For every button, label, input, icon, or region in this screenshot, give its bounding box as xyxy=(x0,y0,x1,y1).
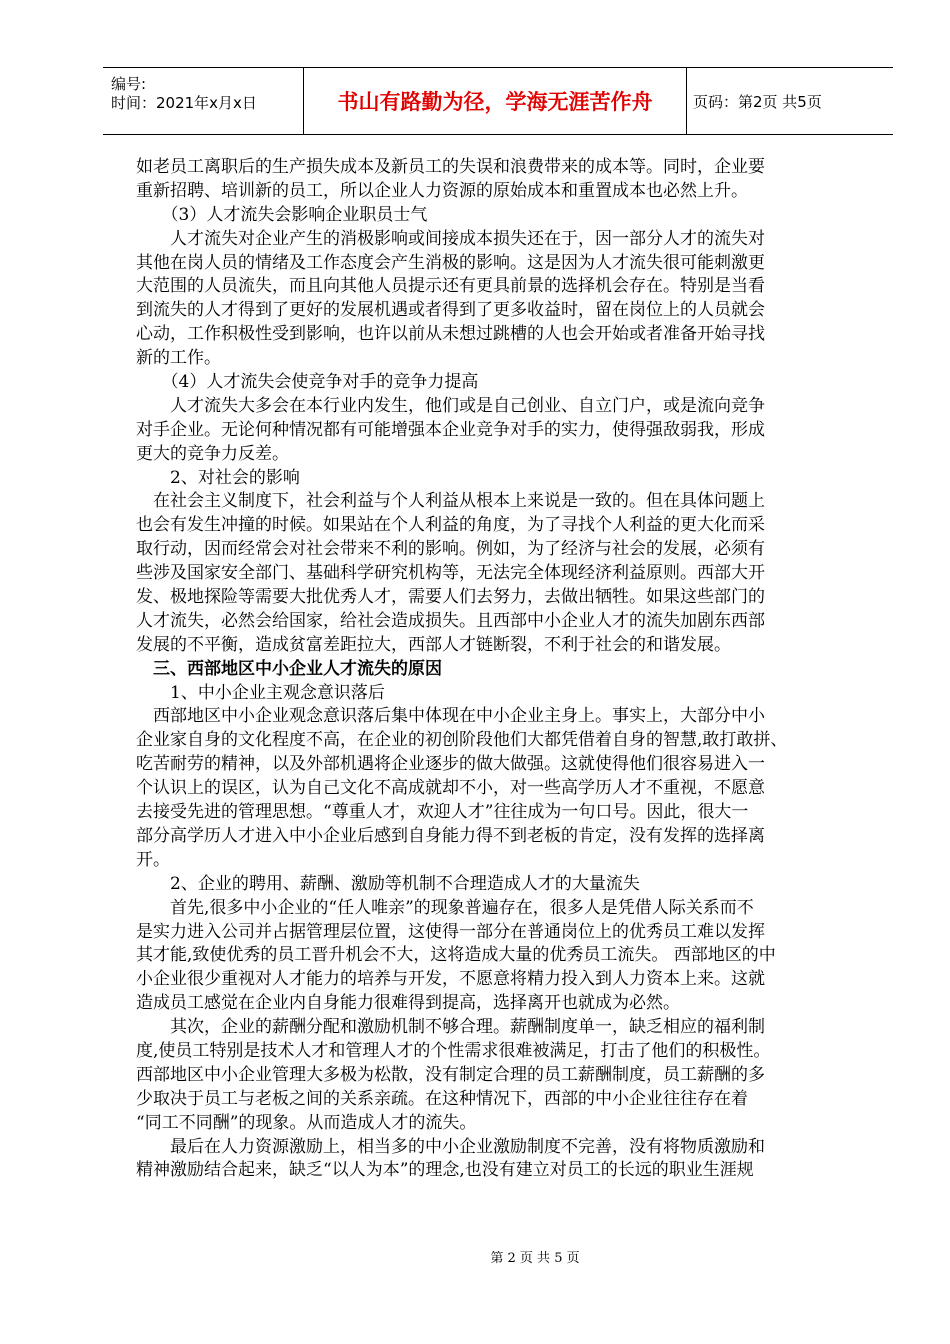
paragraph-line: 取行动，因而经常会对社会带来不利的影响。例如，为了经济与社会的发展，必须有 xyxy=(136,539,765,560)
paragraph-line: 发展的不平衡，造成贫富差距拉大，西部人才链断裂，不利于社会的和谐发展。 xyxy=(136,634,731,655)
paragraph-line: 是实力进入公司并占据管理层位置，这使得一部分在普通岗位上的优秀员工难以发挥 xyxy=(136,921,765,942)
paragraph-line: 去接受先进的管理思想。“尊重人才，欢迎人才”往往成为一句口号。因此，很大一 xyxy=(136,802,749,823)
paragraph-line: 部分高学历人才进入中小企业后感到自身能力得不到老板的肯定，没有发挥的选择离 xyxy=(136,825,765,846)
document-time-label: 时间：2021年x月x日 xyxy=(111,94,257,112)
paragraph-line: 对手企业。无论何种情况都有可能增强本企业竞争对手的实力，使得强敌弱我，形成 xyxy=(136,419,765,440)
paragraph-line: 心动，工作积极性受到影响，也许以前从未想过跳槽的人也会开始或者准备开始寻找 xyxy=(136,324,765,345)
subheading-line: （4）人才流失会使竞争对手的竞争力提高 xyxy=(136,372,479,393)
paragraph-line: 开。 xyxy=(136,849,170,870)
paragraph-line: 度,使员工特别是技术人才和管理人才的个性需求很难被满足，打击了他们的积极性。 xyxy=(136,1040,771,1061)
paragraph-line: 人才流失，必然会给国家，给社会造成损失。且西部中小企业人才的流失加剧东西部 xyxy=(136,610,765,631)
paragraph-line: “同工不同酬”的现象。从而造成人才的流失。 xyxy=(136,1112,477,1133)
page-footer xyxy=(0,1247,950,1266)
page-header xyxy=(103,67,893,135)
paragraph-line: 如老员工离职后的生产损失成本及新员工的失误和浪费带来的成本等。同时，企业要 xyxy=(136,157,765,177)
paragraph-line: 西部地区中小企业管理大多极为松散，没有制定合理的员工薪酬制度，员工薪酬的多 xyxy=(136,1064,765,1085)
paragraph-line: 小企业很少重视对人才能力的培养与开发，不愿意将精力投入到人力资本上来。这就 xyxy=(136,969,765,990)
paragraph-line: 精神激励结合起来，缺乏“以人为本”的理念,也没有建立对员工的长远的职业生涯规 xyxy=(136,1160,754,1181)
paragraph-line: 到流失的人才得到了更好的发展机遇或者得到了更多收益时，留在岗位上的人员就会 xyxy=(136,300,765,321)
paragraph-line: 更大的竞争力反差。 xyxy=(136,443,289,464)
subheading-line: （3）人才流失会影响企业职员士气 xyxy=(136,204,428,225)
paragraph-line: 少取决于员工与老板之间的关系亲疏。在这种情况下，西部的中小企业往往存在着 xyxy=(136,1088,748,1109)
paragraph-line: 重新招聘、培训新的员工，所以企业人力资源的原始成本和重置成本也必然上升。 xyxy=(136,180,748,201)
subheading-line: 2、企业的聘用、薪酬、激励等机制不合理造成人才的大量流失 xyxy=(136,873,640,894)
header-info-cell xyxy=(103,68,304,134)
paragraph-line: 最后在人力资源激励上，相当多的中小企业激励制度不完善，没有将物质激励和 xyxy=(136,1136,765,1157)
document-body xyxy=(136,156,858,1183)
paragraph-line: 其次，企业的薪酬分配和激励机制不够合理。薪酬制度单一，缺乏相应的福利制 xyxy=(136,1017,765,1038)
paragraph-line: 发、极地探险等需要大批优秀人才，需要人们去努力，去做出牺牲。如果这些部门的 xyxy=(136,587,765,608)
paragraph-line: 也会有发生冲撞的时候。如果站在个人利益的角度，为了寻找个人利益的更大化而采 xyxy=(136,515,765,536)
subheading-line: 2、对社会的影响 xyxy=(136,467,300,488)
footer-page-number: 第 2 页 共 5 页 xyxy=(490,1251,580,1266)
paragraph-line: 新的工作。 xyxy=(136,348,221,369)
paragraph-line: 其才能,致使优秀的员工晋升机会不大，这将造成大量的优秀员工流失。 西部地区的中 xyxy=(136,945,776,966)
header-motto: 书山有路勤为径，学海无涯苦作舟 xyxy=(304,68,687,134)
paragraph-line: 些涉及国家安全部门、基础科学研究机构等，无法完全体现经济利益原则。西部大开 xyxy=(136,563,765,584)
section-heading: 三、西部地区中小企业人才流失的原因 xyxy=(136,658,442,679)
paragraph-line: 个认识上的误区，认为自己文化不高成就却不小，对一些高学历人才不重视，不愿意 xyxy=(136,778,765,799)
document-number-label: 编号: xyxy=(111,75,147,93)
paragraph-line: 在社会主义制度下，社会利益与个人利益从根本上来说是一致的。但在具体问题上 xyxy=(136,491,765,512)
paragraph-line: 西部地区中小企业观念意识落后集中体现在中小企业主身上。事实上，大部分中小 xyxy=(136,706,765,727)
paragraph-line: 企业家自身的文化程度不高，在企业的初创阶段他们大都凭借着自身的智慧,敢打敢拼、 xyxy=(136,730,788,751)
header-page-number: 页码：第2页 共5页 xyxy=(693,92,822,111)
paragraph-line: 人才流失对企业产生的消极影响或间接成本损失还在于，因一部分人才的流失对 xyxy=(136,228,765,249)
paragraph-line: 首先,很多中小企业的“任人唯亲”的现象普遍存在，很多人是凭借人际关系而不 xyxy=(136,897,754,918)
paragraph-line: 人才流失大多会在本行业内发生，他们或是自己创业、自立门户，或是流向竞争 xyxy=(136,395,765,416)
paragraph-line: 造成员工感觉在企业内自身能力很难得到提高，选择离开也就成为必然。 xyxy=(136,993,680,1014)
paragraph-line: 其他在岗人员的情绪及工作态度会产生消极的影响。这是因为人才流失很可能刺激更 xyxy=(136,252,765,273)
subheading-line: 1、中小企业主观念意识落后 xyxy=(136,682,385,703)
paragraph-line: 大范围的人员流失，而且向其他人员提示还有更具前景的选择机会存在。特别是当看 xyxy=(136,276,765,297)
paragraph-line: 吃苦耐劳的精神，以及外部机遇将企业逐步的做大做强。这就使得他们很容易进入一 xyxy=(136,754,765,775)
